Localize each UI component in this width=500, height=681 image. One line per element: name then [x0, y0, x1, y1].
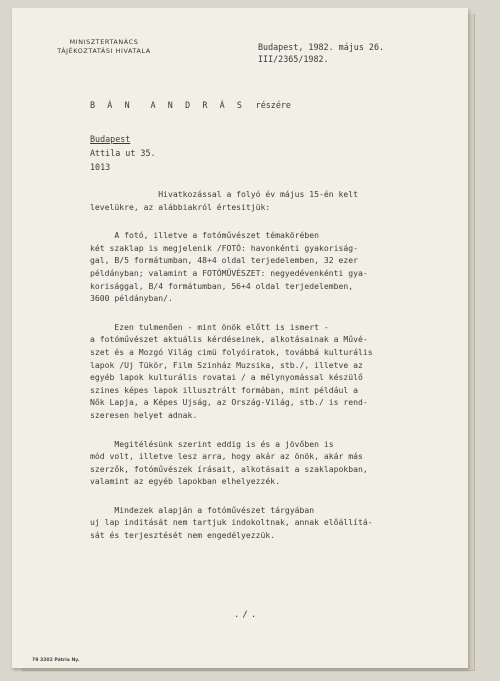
address-city: Budapest	[90, 134, 131, 144]
body-paragraph-5: Mindezek alapján a fotóművészet tárgyában uj lap inditását nem tartjuk indokoltnak, annak előállítá- sát és terjesztését nem engedélyezzük.	[90, 504, 373, 541]
letterhead	[44, 38, 164, 56]
letter-page	[12, 8, 468, 668]
continuation-mark: ./.	[234, 610, 260, 620]
letterhead-line-2: TÁJÉKOZTATÁSI HIVATALA	[57, 47, 151, 55]
letterhead-line-1: MINISZTERTANÁCS	[69, 38, 139, 46]
reference-block	[258, 41, 384, 65]
address-postcode: 1013	[90, 161, 111, 172]
body-paragraph-1: Hivatkozással a folyó év május 15-én kelt levelükre, az alábbiakról értesitjük:	[90, 189, 359, 212]
letter-body	[90, 188, 452, 558]
recipient-line	[90, 100, 291, 110]
address-street: Attila ut 35.	[90, 147, 156, 158]
body-paragraph-2: A fotó, illetve a fotóművészet témakörében két szaklap is megjelenik /FOTÓ: havonkénti gyakoriság- gal, B/5 formátumban, 48+4 oldal terjedelemben, 32 ezer példányban; valamint a FOTÓMŰVÉSZET: negyedévenkénti gya- korisággal, B/4 formátumban, 56+4 oldal terjedelemben, 3600 példányban/.	[90, 230, 368, 304]
print-code: 79 3202 Pátria Ny.	[32, 658, 80, 663]
body-paragraph-3: Ezen tulmenően - mint önök előtt is ismert - a fotóművészet aktuális kérdéseinek, alkotásainak a Művé- szet és a Mozgó Világ cimü folyóiratok, továbbá kulturális lapok /Uj Tükör, Film Szinház Muzsika, stb./, illetve az egyéb lapok kulturális rovatai / a mélynyomással készülő szines képes lapok illusztrált formában, mint például a Nők Lapja, a Képes Ujság, az Ország-Világ, stb./ is rend- szeresen helyet adnak.	[90, 321, 373, 420]
recipient-suffix: részére	[255, 100, 291, 110]
reference-number: III/2365/1982.	[258, 54, 329, 64]
body-paragraph-4: Megitélésünk szerint eddig is és a jövőben is mód volt, illetve lesz arra, hogy akár az önök, akár más szerzők, fotóművészek írásait, alkotásait a szaklapokban, valamint az egyéb lapokban elhelyezzék.	[90, 438, 368, 487]
recipient-address	[90, 133, 156, 174]
recipient-name: B Á N A N D R Á S	[90, 100, 246, 110]
letter-date: Budapest, 1982. május 26.	[258, 42, 385, 52]
